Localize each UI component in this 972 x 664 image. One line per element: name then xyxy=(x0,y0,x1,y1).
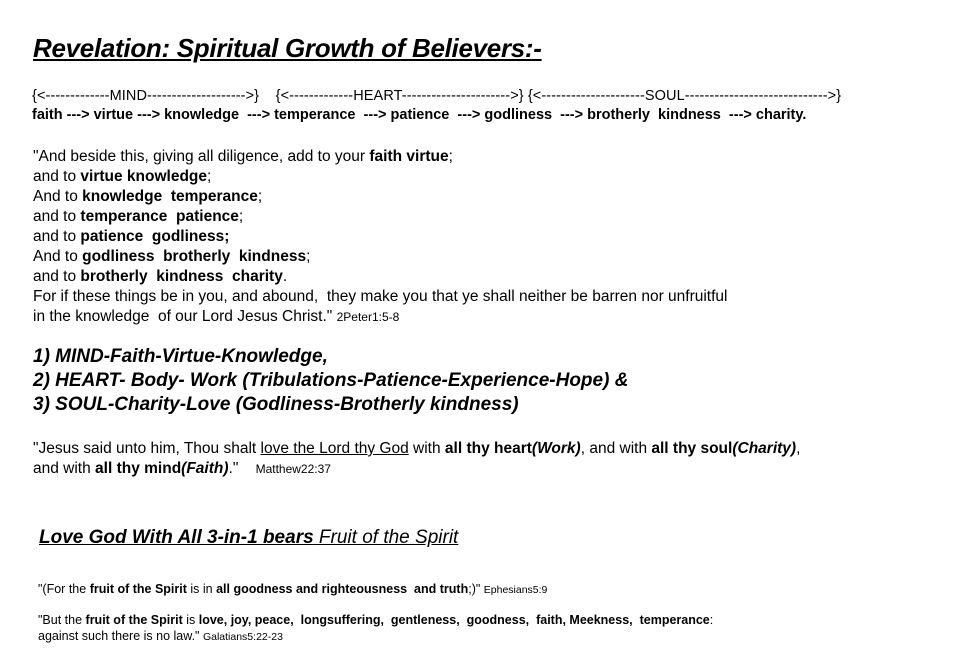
matthew-line-1: "Jesus said unto him, Thou shalt love the Lord thy God with all thy heart(Work), and with all thy soul(Charity), xyxy=(33,440,801,457)
peter-line-9: in the knowledge of our Lord Jesus Christ." 2Peter1:5-8 xyxy=(33,308,400,325)
virtue-chain: faith ---> virtue ---> knowledge ---> temperance ---> patience ---> godliness ---> brotherly kindness ---> charity. xyxy=(32,107,807,123)
mind-heart-soul-scale: {<-------------MIND-------------------->} {<-------------HEART---------------------->} {<---------------------SOUL----------------------------->} xyxy=(32,88,842,104)
matthew-line-2: and with all thy mind(Faith)." Matthew22:37 xyxy=(33,460,331,477)
point-mind: 1) MIND-Faith-Virtue-Knowledge, xyxy=(33,346,328,367)
point-soul: 3) SOUL-Charity-Love (Godliness-Brotherly kindness) xyxy=(33,394,519,415)
peter-reference: 2Peter1:5-8 xyxy=(336,310,400,324)
peter-line-7: and to brotherly kindness charity. xyxy=(33,268,288,285)
peter-line-3: And to knowledge temperance; xyxy=(33,188,263,205)
matthew-reference: Matthew22:37 xyxy=(255,462,331,476)
galatians-line-2: against such there is no law." Galatians5:22-23 xyxy=(38,629,283,643)
fruit-heading: Love God With All 3-in-1 bears Fruit of the Spirit xyxy=(39,527,459,548)
ephesians-reference: Ephesians5:9 xyxy=(483,584,548,596)
page-title: Revelation: Spiritual Growth of Believers:- xyxy=(33,33,542,63)
peter-line-8: For if these things be in you, and abound, they make you that ye shall neither be barren nor unfruitful xyxy=(33,288,728,305)
peter-line-4: and to temperance patience; xyxy=(33,208,244,225)
peter-line-2: and to virtue knowledge; xyxy=(33,168,212,185)
ephesians-verse: "(For the fruit of the Spirit is in all goodness and righteousness and truth;)" Ephesians5:9 xyxy=(38,582,548,596)
galatians-reference: Galatians5:22-23 xyxy=(202,631,283,643)
point-heart: 2) HEART- Body- Work (Tribulations-Patience-Experience-Hope) & xyxy=(33,370,629,391)
peter-line-5: and to patience godliness; xyxy=(33,228,230,245)
galatians-line-1: "But the fruit of the Spirit is love, joy, peace, longsuffering, gentleness, goodness, faith, Meekness, temperance: xyxy=(38,613,714,627)
peter-line-6: And to godliness brotherly kindness; xyxy=(33,248,311,265)
peter-line-1: "And beside this, giving all diligence, add to your faith virtue; xyxy=(33,148,453,165)
